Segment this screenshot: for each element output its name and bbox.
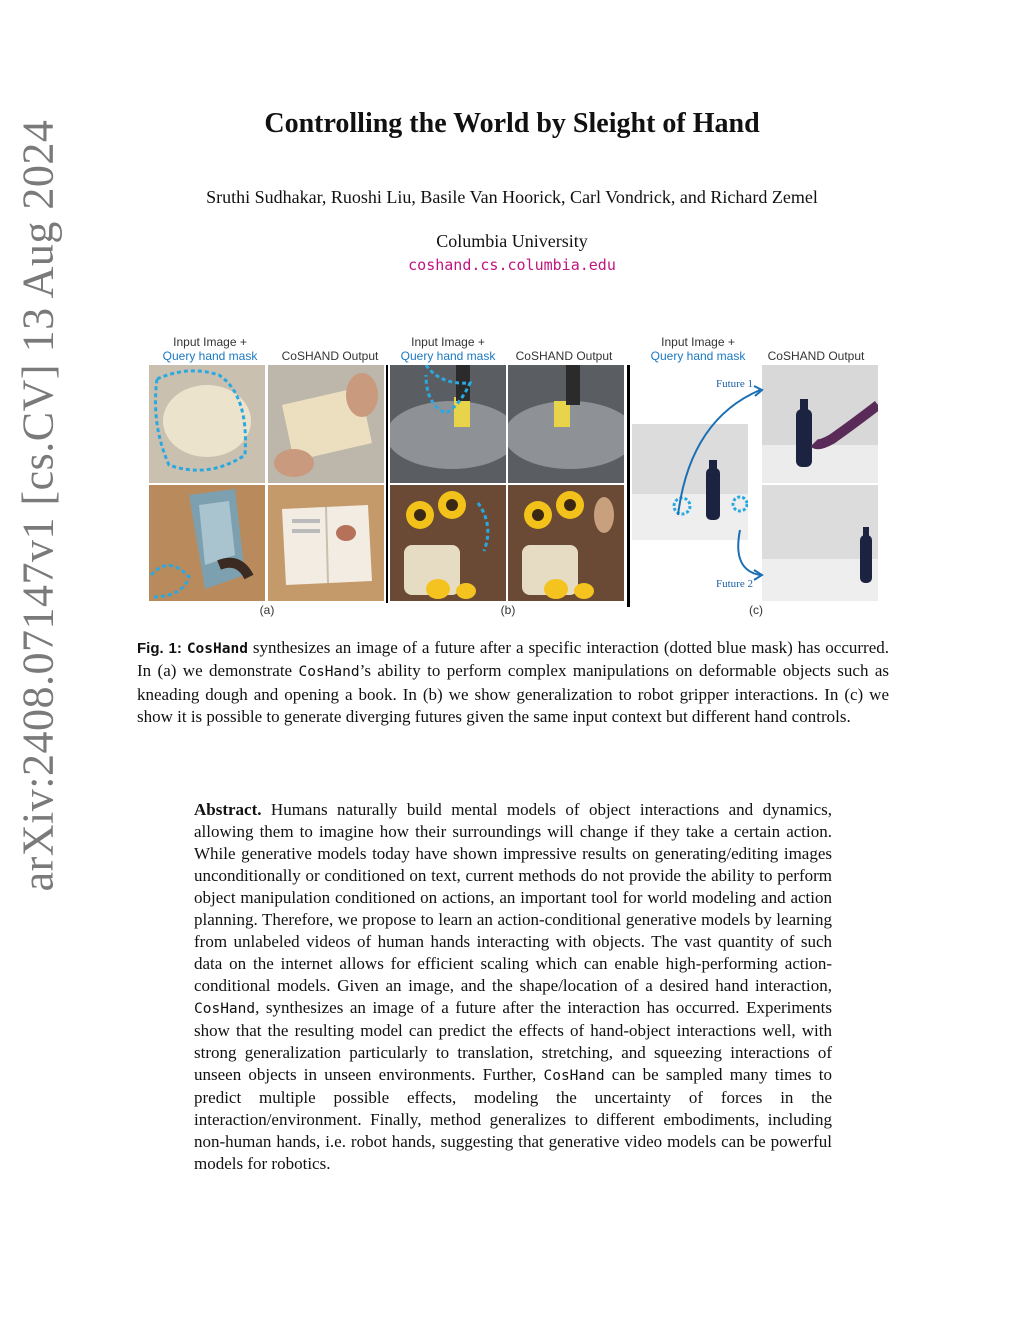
sublabel-c: (c) xyxy=(749,603,763,617)
paper-title: Controlling the World by Sleight of Hand xyxy=(264,108,760,139)
header-output-c: CoSHAND Output xyxy=(767,349,865,363)
abstract-text-2: , synthesizes an image of a future after the interaction has occurred. Experiments show that the resulting model can predict the effects of hand-object interactions well, with strong generalization particularly to translation, stretching, and squeezing interactions of unseen objects in unseen environments. Further, xyxy=(194,998,832,1084)
abstract-method-name-2: CosHand xyxy=(543,1068,605,1084)
image-robot-input xyxy=(390,365,506,483)
future-arrows xyxy=(670,380,770,595)
image-book-input xyxy=(149,485,265,601)
header-input-a xyxy=(150,335,270,363)
image-flowers-input xyxy=(390,485,506,601)
sublabel-a: (a) xyxy=(259,603,275,617)
image-dough-input xyxy=(149,365,265,483)
image-robot-output xyxy=(508,365,624,483)
separator-b-c xyxy=(627,365,630,607)
author-list: Sruthi Sudhakar, Ruoshi Liu, Basile Van Hoorick, Carl Vondrick, and Richard Zemel xyxy=(206,187,818,207)
caption-text-2: ’s ability to perform complex manipulations on deformable objects such as kneading dough and opening a book. In (b) we show generalization to robot gripper interactions. In (c) we show it is possible to generate diverging futures given the same input context but different hand controls. xyxy=(137,661,889,727)
abstract xyxy=(194,799,832,1175)
header-input-line2: Query hand mask xyxy=(650,349,746,363)
image-bottle-future2 xyxy=(762,485,878,601)
header-output-a: CoSHAND Output xyxy=(281,349,379,363)
caption-text-1: synthesizes an image of a future after a specific interaction (dotted blue mask) has occurred. In (a) we demonstrate xyxy=(137,638,890,681)
image-flowers-output xyxy=(508,485,624,601)
caption-label: Fig. 1: xyxy=(137,640,182,657)
abstract-text-3: can be sampled many times to predict multiple possible effects, modeling the uncertainty of forces in the interaction/environment. Finally, method generalizes to different embodiments, including non-human hands, i.e. robot hands, suggesting that generative video models can be powerful models for robotics. xyxy=(194,1065,832,1173)
figure-1 xyxy=(140,330,900,620)
caption-method-name: CosHand xyxy=(186,641,248,657)
abstract-method-name-1: CosHand xyxy=(194,1001,256,1017)
header-input-line2: Query hand mask xyxy=(400,349,496,363)
header-input-line1: Input Image + xyxy=(661,335,735,349)
abstract-label: Abstract. xyxy=(194,800,262,819)
project-link[interactable]: coshand.cs.columbia.edu xyxy=(408,256,616,274)
figure-caption xyxy=(137,637,889,729)
label-future-2: Future 2 xyxy=(716,578,753,590)
affiliation: Columbia University xyxy=(436,231,588,251)
arxiv-stamp-text: arXiv:2408.07147v1 [cs.CV] 13 Aug 2024 xyxy=(13,119,63,891)
sublabel-b: (b) xyxy=(500,603,516,617)
header-input-line2: Query hand mask xyxy=(162,349,258,363)
header-input-b xyxy=(388,335,508,363)
header-input-line1: Input Image + xyxy=(411,335,485,349)
image-bottle-future1 xyxy=(762,365,878,483)
image-book-output xyxy=(268,485,384,601)
image-dough-output xyxy=(268,365,384,483)
abstract-text-1: Humans naturally build mental models of object interactions and dynamics, allowing them to imagine how their surroundings will change if they take a certain action. While generative models today have shown impressive results on generating/editing images unconditionally or conditioned on text, current methods do not provide the ability to perform object manipulation conditioned on actions, an important tool for world modeling and action planning. Therefore, we propose to learn an action-conditional generative models by learning from unlabeled videos of human hands interacting with objects. The vast quantity of such data on the internet allows for efficient scaling which can enable high-performing action-conditional models. Given an image, and the shape/location of a desired hand interaction, xyxy=(194,800,832,995)
label-future-1: Future 1 xyxy=(716,378,753,390)
header-input-c xyxy=(638,335,758,363)
header-input-line1: Input Image + xyxy=(173,335,247,349)
separator-a-b xyxy=(386,365,388,603)
header-output-b: CoSHAND Output xyxy=(515,349,613,363)
caption-method-name-2: CosHand xyxy=(298,664,360,681)
